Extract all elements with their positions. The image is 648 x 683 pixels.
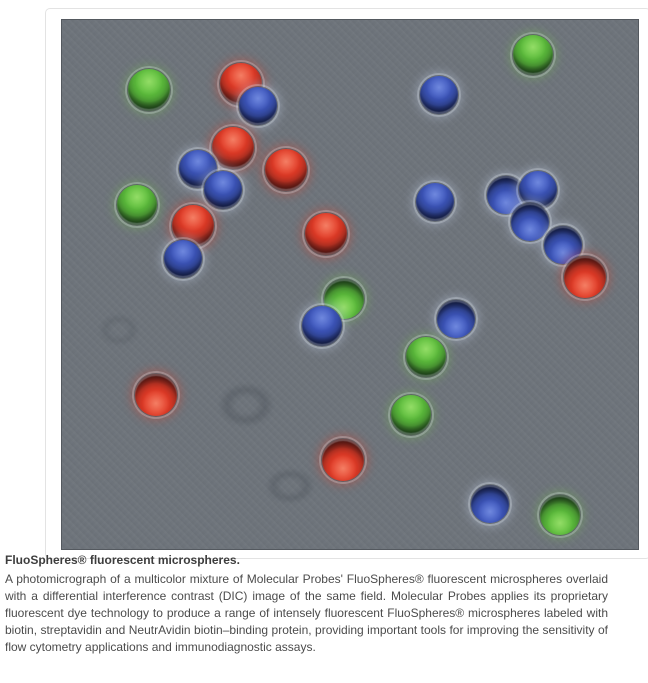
green-microsphere [513,35,553,75]
blue-microsphere [511,203,549,241]
blue-microsphere [164,240,202,278]
caption-body: A photomicrograph of a multicolor mixture of Molecular Probes' FluoSpheres® fluorescent microspheres overlaid with a differential interference contrast (DIC) image of the same field. Molecular Probes applies its proprietary fluorescent dye technology to produce a range of intensely fluorescent FluoSpheres® microspheres labeled with biotin, streptavidin and NeutrAvidin biotin–binding protein, providing important tools for improving the sensitivity of flow cytometry applications and immunodiagnostic assays. [5,572,608,654]
blue-microsphere [239,87,277,125]
blue-microsphere [416,183,454,221]
dic-smudge [213,379,279,431]
green-microsphere [128,69,170,111]
blue-microsphere [471,485,509,523]
figure-frame [45,8,648,559]
green-microsphere [391,395,431,435]
green-microsphere [540,495,580,535]
blue-microsphere [437,300,475,338]
red-microsphere [135,374,177,416]
red-microsphere [305,213,347,255]
red-microsphere [212,127,254,169]
caption-title: FluoSpheres® fluorescent microspheres. [5,553,240,567]
blue-microsphere [420,76,458,114]
dic-smudge [261,465,319,507]
green-microsphere [117,185,157,225]
dic-smudge [95,311,143,349]
green-microsphere [406,337,446,377]
micrograph-photo [61,19,639,550]
red-microsphere [322,439,364,481]
blue-microsphere [302,306,342,346]
figure-caption [5,553,608,656]
red-microsphere [265,149,307,191]
blue-microsphere [204,171,242,209]
red-microsphere [564,256,606,298]
